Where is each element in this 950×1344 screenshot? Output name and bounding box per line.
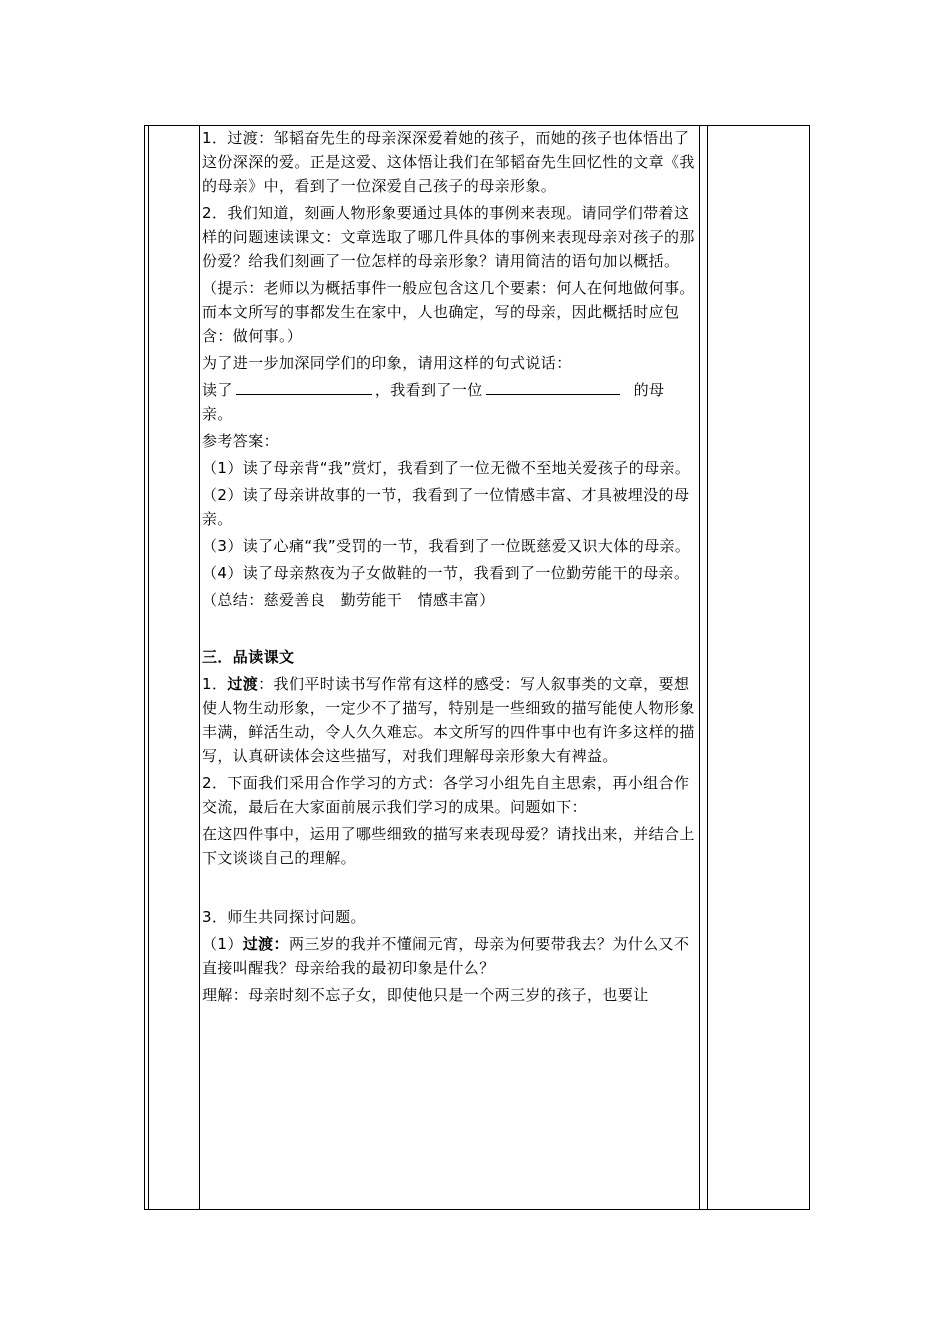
- fill-blank: [236, 380, 372, 395]
- answer-title: 参考答案：: [202, 432, 280, 450]
- bold-keyword: 过渡: [227, 675, 259, 693]
- section-heading: 三．品读课文: [202, 648, 295, 666]
- table-column-divider: [699, 126, 700, 1209]
- item-label: （1）: [202, 935, 243, 953]
- question-paragraph: 在这四件事中，运用了哪些细致的描写来表现母爱？请找出来，并结合上下文谈谈自己的理解。: [202, 825, 695, 867]
- lesson-content-cell: [199, 126, 699, 1010]
- lesson-table: [144, 125, 810, 1210]
- sentence-pattern: [202, 378, 695, 426]
- reading-task-paragraph: 2．我们知道，刻画人物形象要通过具体的事例来表现。请同学们带着这样的问题速读课文：文章选取了哪几件具体的事例来表现母亲对孩子的那份爱？给我们刻画了一位怎样的母亲形象？请用简洁的语句加以概括。: [202, 204, 695, 270]
- fill-blank: [486, 380, 620, 395]
- sentence-prompt: 为了进一步加深同学们的印象，请用这样的句式说话：: [202, 354, 572, 372]
- transition-paragraph: 1．过渡：邹韬奋先生的母亲深深爱着她的孩子，而她的孩子也体悟出了这份深深的爱。正是这爱、这体悟让我们在邹韬奋先生回忆性的文章《我的母亲》中，看到了一位深爱自己孩子的母亲形象。: [202, 129, 695, 195]
- understanding-paragraph: 理解：母亲时刻不忘子女，即使他只是一个两三岁的孩子，也要让: [202, 986, 649, 1004]
- answer-item: （1）读了母亲背“我”赏灯，我看到了一位无微不至地关爱孩子的母亲。: [202, 459, 691, 477]
- paragraph-text: 两三岁的我并不懂闹元宵，母亲为何要带我去？为什么又不直接叫醒我？母亲给我的最初印象是什么？: [202, 935, 690, 977]
- answer-item: （4）读了母亲熬夜为子女做鞋的一节，我看到了一位勤劳能干的母亲。: [202, 564, 690, 582]
- question-item: [202, 932, 695, 980]
- sentence-part: 读了: [202, 381, 233, 399]
- paragraph-text: ：我们平时读书写作常有这样的感受：写人叙事类的文章，要想使人物生动形象，一定少不了描写，特别是一些细致的描写能使人物形象丰满，鲜活生动，令人久久难忘。本文所写的四件事中也有许多这样的描写，认真研读体会这些描写，对我们理解母亲形象大有裨益。: [202, 675, 695, 765]
- answer-item: （3）读了心痛“我”受罚的一节，我看到了一位既慈爱又识大体的母亲。: [202, 537, 691, 555]
- spacer: [202, 873, 695, 905]
- table-column-divider: [707, 126, 708, 1209]
- discussion-heading: 3．师生共同探讨问题。: [202, 908, 366, 926]
- hint-paragraph: （提示：老师以为概括事件一般应包含这几个要素：何人在何地做何事。而本文所写的事都发生在家中，人也确定，写的母亲，因此概括时应包含：做何事。）: [202, 279, 695, 345]
- spacer: [202, 615, 695, 645]
- sentence-part: 的母亲。: [202, 381, 665, 423]
- answer-item: （2）读了母亲讲故事的一节，我看到了一位情感丰富、才具被埋没的母亲。: [202, 486, 690, 528]
- table-column-divider: [148, 126, 149, 1209]
- sentence-part: ，我看到了一位: [374, 381, 483, 399]
- transition-paragraph: [202, 672, 695, 768]
- cooperation-paragraph: 2．下面我们采用合作学习的方式：各学习小组先自主思索，再小组合作交流，最后在大家面前展示我们学习的成果。问题如下：: [202, 774, 690, 816]
- summary-line: （总结：慈爱善良 勤劳能干 情感丰富）: [202, 591, 495, 609]
- item-label: 1．: [202, 675, 228, 693]
- bold-keyword: 过渡：: [242, 935, 289, 953]
